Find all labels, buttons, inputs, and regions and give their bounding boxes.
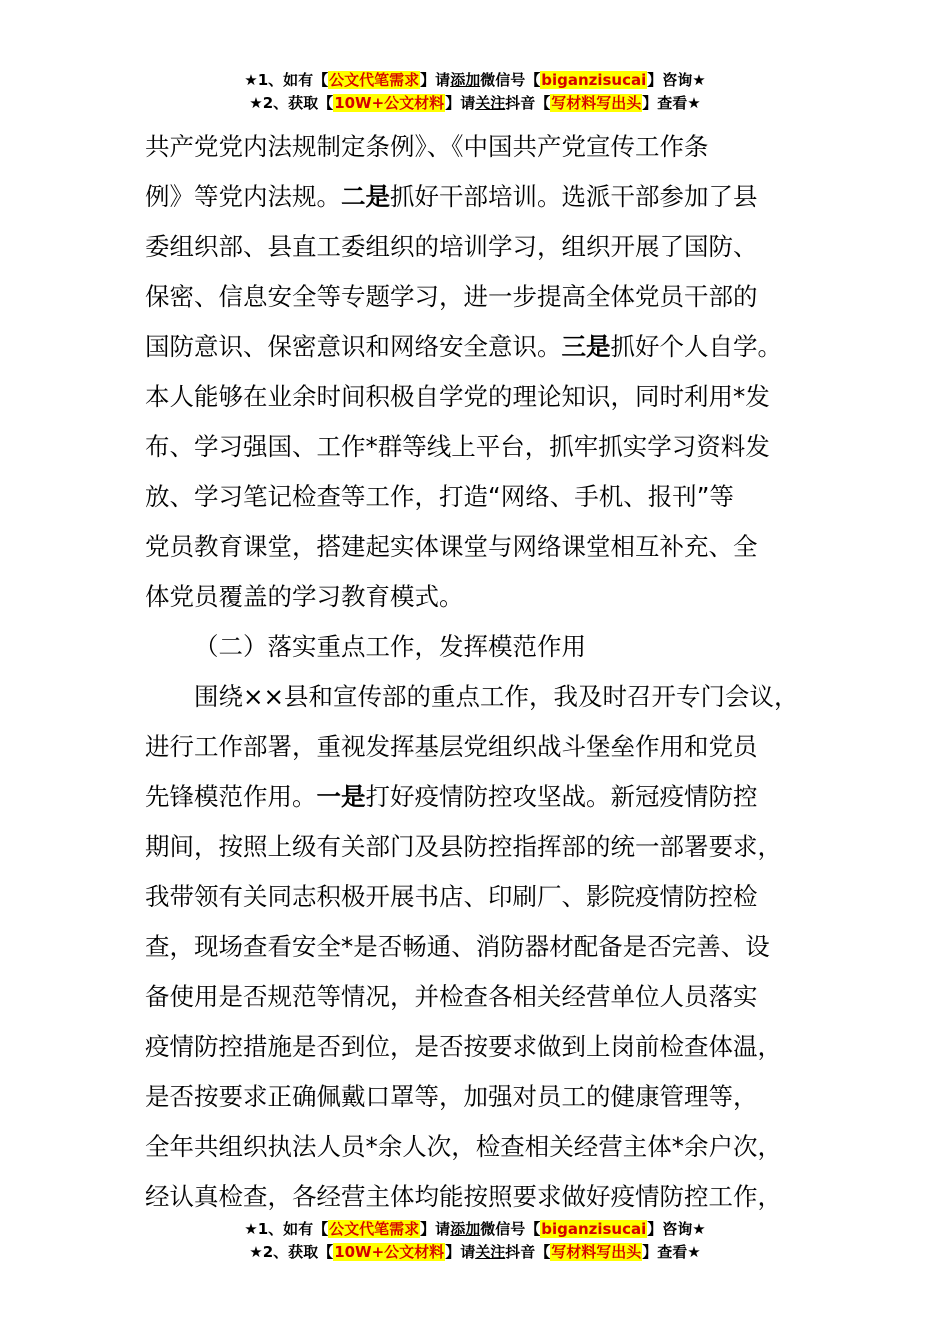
text-line: 本人能够在业余时间积极自学党的理论知识，同时利用*发 — [145, 382, 770, 411]
text-line: 国防意识、保密意识和网络安全意识。三是抓好个人自学。 — [145, 332, 782, 361]
highlight-wechat-id: biganzisucai — [541, 71, 647, 89]
bold-ordinal: 三是 — [561, 332, 611, 361]
header-banner — [0, 69, 950, 115]
text-line: 共产党党内法规制定条例》、《中国共产党宣传工作条 — [145, 132, 709, 161]
banner-line-2: ★2、获取【10W+公文材料】请关注抖音【写材料写出头】查看★ — [249, 94, 701, 112]
text-line: 全年共组织执法人员*余人次，检查相关经营主体*余户次， — [145, 1132, 782, 1161]
text-line: 经认真检查，各经营主体均能按照要求做好疫情防控工作， — [145, 1182, 782, 1211]
banner-line-1: ★1、如有【公文代笔需求】请添加微信号【biganzisucai】咨询★ — [244, 1220, 706, 1238]
text-line: 查，现场查看安全*是否畅通、消防器材配备是否完善、设 — [145, 932, 770, 961]
highlight-service: 公文代笔需求 — [329, 1220, 420, 1238]
highlight-wechat-id: biganzisucai — [541, 1220, 647, 1238]
text-line: 放、学习笔记检查等工作，打造“网络、手机、报刊”等 — [145, 482, 734, 511]
highlight-douyin: 写材料写出头 — [551, 1243, 642, 1261]
highlight-materials: 10W+公文材料 — [334, 1243, 445, 1261]
text-line: 委组织部、县直工委组织的培训学习，组织开展了国防、 — [145, 232, 758, 261]
highlight-materials: 10W+公文材料 — [334, 94, 445, 112]
banner-line-1: ★1、如有【公文代笔需求】请添加微信号【biganzisucai】咨询★ — [244, 71, 706, 89]
text-line: 布、学习强国、工作*群等线上平台，抓牢抓实学习资料发 — [145, 432, 770, 461]
bold-ordinal: 二是 — [341, 182, 390, 211]
text-line: 进行工作部署，重视发挥基层党组织战斗堡垒作用和党员 — [145, 732, 758, 761]
document-body — [145, 122, 825, 1222]
banner-line-2: ★2、获取【10W+公文材料】请关注抖音【写材料写出头】查看★ — [249, 1243, 701, 1261]
text-line: 先锋模范作用。一是打好疫情防控攻坚战。新冠疫情防控 — [145, 782, 758, 811]
text-line: 是否按要求正确佩戴口罩等，加强对员工的健康管理等， — [145, 1082, 758, 1111]
text-line: 例》等党内法规。二是抓好干部培训。选派干部参加了县 — [145, 182, 758, 211]
text-line: 期间，按照上级有关部门及县防控指挥部的统一部署要求， — [145, 832, 782, 861]
highlight-douyin: 写材料写出头 — [551, 94, 642, 112]
text-line: 备使用是否规范等情况，并检查各相关经营单位人员落实 — [145, 982, 758, 1011]
text-line: 党员教育课堂，搭建起实体课堂与网络课堂相互补充、全 — [145, 532, 758, 561]
bold-ordinal: 一是 — [316, 782, 366, 811]
text-line: 体党员覆盖的学习教育模式。 — [145, 582, 464, 611]
text-line: （二）落实重点工作，发挥模范作用 — [194, 632, 586, 661]
text-line: 保密、信息安全等专题学习，进一步提高全体党员干部的 — [145, 282, 758, 311]
text-line: 围绕××县和宣传部的重点工作，我及时召开专门会议， — [194, 682, 799, 711]
footer-banner — [0, 1218, 950, 1264]
text-line: 疫情防控措施是否到位，是否按要求做到上岗前检查体温， — [145, 1032, 782, 1061]
text-line: 我带领有关同志积极开展书店、印刷厂、影院疫情防控检 — [145, 882, 758, 911]
highlight-service: 公文代笔需求 — [329, 71, 420, 89]
